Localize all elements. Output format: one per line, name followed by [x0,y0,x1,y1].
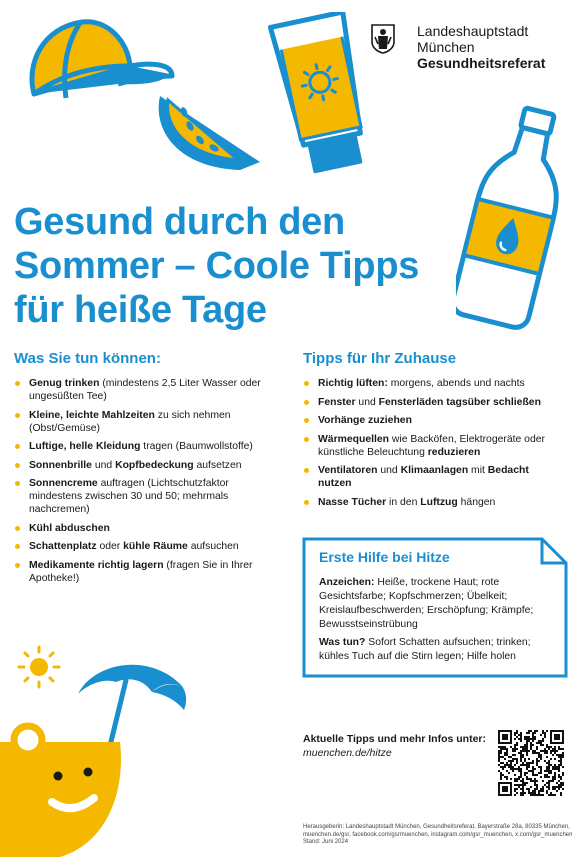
left-tip-item: Medikamente richtig lagern (fragen Sie in Ihrer Apotheke!) [14,559,284,585]
imprint-line-2: muenchen.de/gsr, facebook.com/gsrmuenchen, instagram.com/gsr_muenchen, x.com/gsr_muenchen [303,831,573,838]
city-logo [371,22,571,72]
right-tip-item: Ventilatoren und Klimaanlagen mit Bedacht nutzen [303,464,565,490]
page-title [14,200,454,332]
left-tip-item: Kleine, leichte Mahlzeiten zu sich nehmen (Obst/Gemüse) [14,409,284,435]
more-info [303,732,486,760]
logo-line-3: Gesundheitsreferat [417,55,546,71]
left-tip-item: Sonnencreme auftragen (Lichtschutzfaktor mindestens zwischen 30 und 50; mehrmals nachcremen) [14,477,284,516]
left-tips-list [14,377,284,590]
left-tip-item: Sonnenbrille und Kopfbedeckung aufsetzen [14,459,284,472]
imprint-line-3: Stand: Juni 2024 [303,839,349,845]
logo-line-1: Landeshauptstadt [417,23,529,39]
first-aid-box [302,537,568,678]
right-tips-list [303,377,565,514]
more-info-label: Aktuelle Tipps und mehr Infos unter: [303,733,486,745]
left-tip-item: Genug trinken (mindestens 2,5 Liter Wasser oder ungesüßten Tee) [14,377,284,403]
title-line-1: Gesund durch den [14,201,345,243]
right-tip-item: Richtig lüften: morgens, abends und nachts [303,377,565,390]
cocktail-face-icon [0,712,132,857]
first-aid-signs: Anzeichen: Heiße, trockene Haut; rote Gesichtsfarbe; Kopfschmerzen; Übelkeit; Kreislaufbeschwerden; Erschöpfung; Krämpfe; Bewusstseinstrübung [319,577,534,630]
sunscreen-icon [268,12,378,182]
left-heading: Was Sie tun können: [14,350,161,367]
right-heading: Tipps für Ihr Zuhause [303,350,457,367]
right-tip-item: Wärmequellen wie Backöfen, Elektrogeräte oder künstliche Beleuchtung reduzieren [303,433,565,459]
left-tip-item: Luftige, helle Kleidung tragen (Baumwollstoffe) [14,440,284,453]
melon-icon [150,82,270,182]
left-tip-item: Kühl abduschen [14,522,284,535]
title-line-3: für heiße Tage [14,289,267,331]
first-aid-title: Erste Hilfe bei Hitze [319,549,450,565]
more-info-link[interactable]: muenchen.de/hitze [303,747,392,759]
city-crest-icon [371,24,395,54]
imprint-line-1: Herausgeberin: Landeshauptstadt München, Gesundheitsreferat, Bayerstraße 28a, 80335 München, [303,824,570,830]
right-tip-item: Vorhänge zuziehen [303,414,565,427]
sun-icon [14,644,64,690]
logo-line-2: München [417,39,475,55]
right-tip-item: Nasse Tücher in den Luftzug hängen [303,496,565,509]
imprint [303,824,575,847]
title-line-2: Sommer – Coole Tipps [14,245,420,287]
water-bottle-icon [456,104,571,334]
right-tip-item: Fenster und Fensterläden tagsüber schließen [303,396,565,409]
qr-code-icon[interactable] [498,730,564,796]
first-aid-todo: Was tun? Sofort Schatten aufsuchen; trinken; kühles Tuch auf die Stirn legen; Hilfe holen [319,637,531,662]
left-tip-item: Schattenplatz oder kühle Räume aufsuchen [14,540,284,553]
